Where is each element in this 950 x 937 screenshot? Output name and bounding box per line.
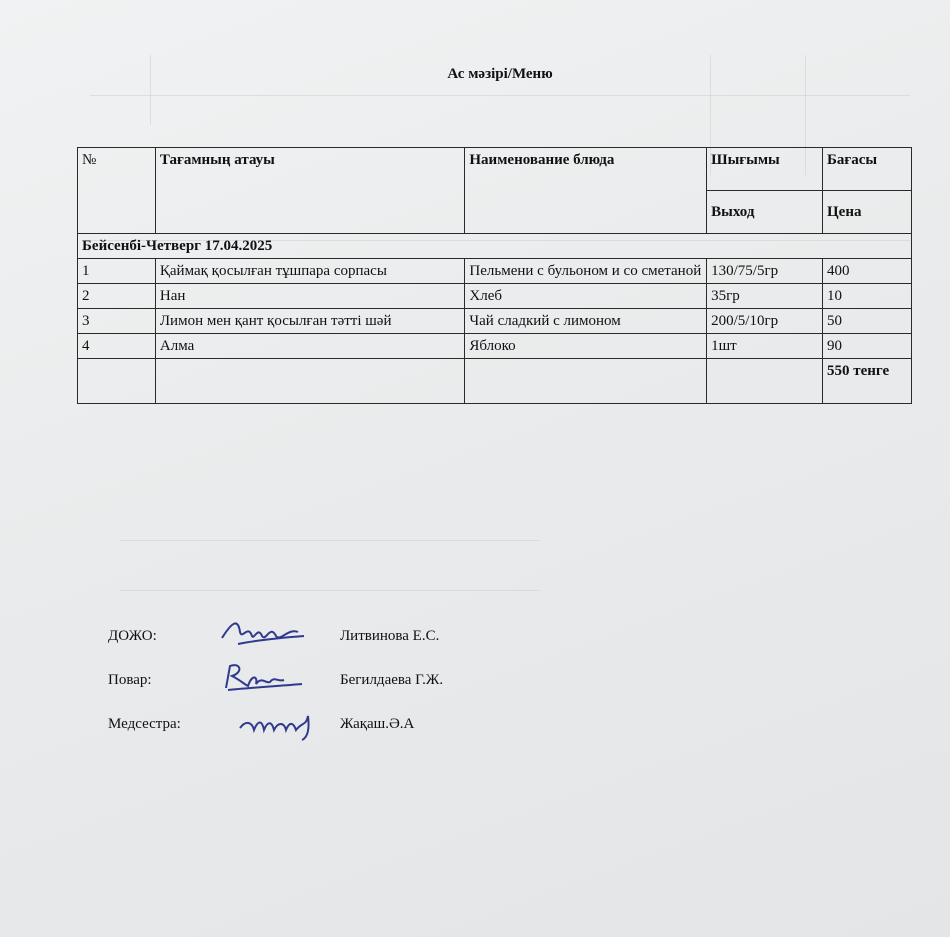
bleed-through-line [90, 95, 910, 96]
row-name-kz: Лимон мен қант қосылған тәтті шәй [155, 309, 465, 334]
row-yield: 35гр [707, 284, 823, 309]
row-number: 3 [78, 309, 156, 334]
table-row [78, 284, 912, 309]
row-number: 1 [78, 259, 156, 284]
row-price: 10 [823, 284, 912, 309]
header-name-ru: Наименование блюда [465, 148, 707, 234]
empty-cell [707, 359, 823, 404]
total-row [78, 359, 912, 404]
empty-cell [78, 359, 156, 404]
row-name-ru: Пельмени с бульоном и со сметаной [465, 259, 707, 284]
row-name-ru: Яблоко [465, 334, 707, 359]
header-yield-ru: Выход [707, 191, 823, 234]
bleed-through-line [120, 590, 540, 591]
row-price: 400 [823, 259, 912, 284]
header-yield-kz: Шығымы [707, 148, 823, 191]
page-title: Ас мәзірі/Меню [447, 66, 553, 82]
handwritten-signature-icon [236, 702, 336, 742]
day-row [78, 234, 912, 259]
row-name-ru: Хлеб [465, 284, 707, 309]
row-number: 2 [78, 284, 156, 309]
row-name-kz: Қаймақ қосылған тұшпара сорпасы [155, 259, 465, 284]
signature-name: Жақаш.Ә.А [340, 716, 415, 732]
row-name-ru: Чай сладкий с лимоном [465, 309, 707, 334]
row-yield: 1шт [707, 334, 823, 359]
header-price-ru: Цена [823, 191, 912, 234]
row-yield: 200/5/10гр [707, 309, 823, 334]
empty-cell [465, 359, 707, 404]
row-price: 90 [823, 334, 912, 359]
row-price: 50 [823, 309, 912, 334]
table-row [78, 309, 912, 334]
row-yield: 130/75/5гр [707, 259, 823, 284]
header-number: № [78, 148, 156, 234]
day-label: Бейсенбі-Четверг 17.04.2025 [78, 234, 912, 259]
header-name-kz: Тағамның атауы [155, 148, 465, 234]
table-row [78, 259, 912, 284]
table-header-row [78, 148, 912, 191]
signature-role: Медсестра: [108, 716, 181, 732]
row-number: 4 [78, 334, 156, 359]
signature-name: Литвинова Е.С. [340, 628, 440, 644]
row-name-kz: Нан [155, 284, 465, 309]
signature-role: ДОЖО: [108, 628, 157, 644]
handwritten-signature-icon [218, 658, 308, 698]
header-price-kz: Бағасы [823, 148, 912, 191]
signature-role: Повар: [108, 672, 152, 688]
menu-table [77, 147, 912, 404]
empty-cell [155, 359, 465, 404]
table-row [78, 334, 912, 359]
bleed-through-line [120, 540, 540, 541]
row-name-kz: Алма [155, 334, 465, 359]
handwritten-signature-icon [218, 614, 308, 654]
signature-name: Бегилдаева Г.Ж. [340, 672, 444, 688]
total-price: 550 тенге [823, 359, 912, 404]
